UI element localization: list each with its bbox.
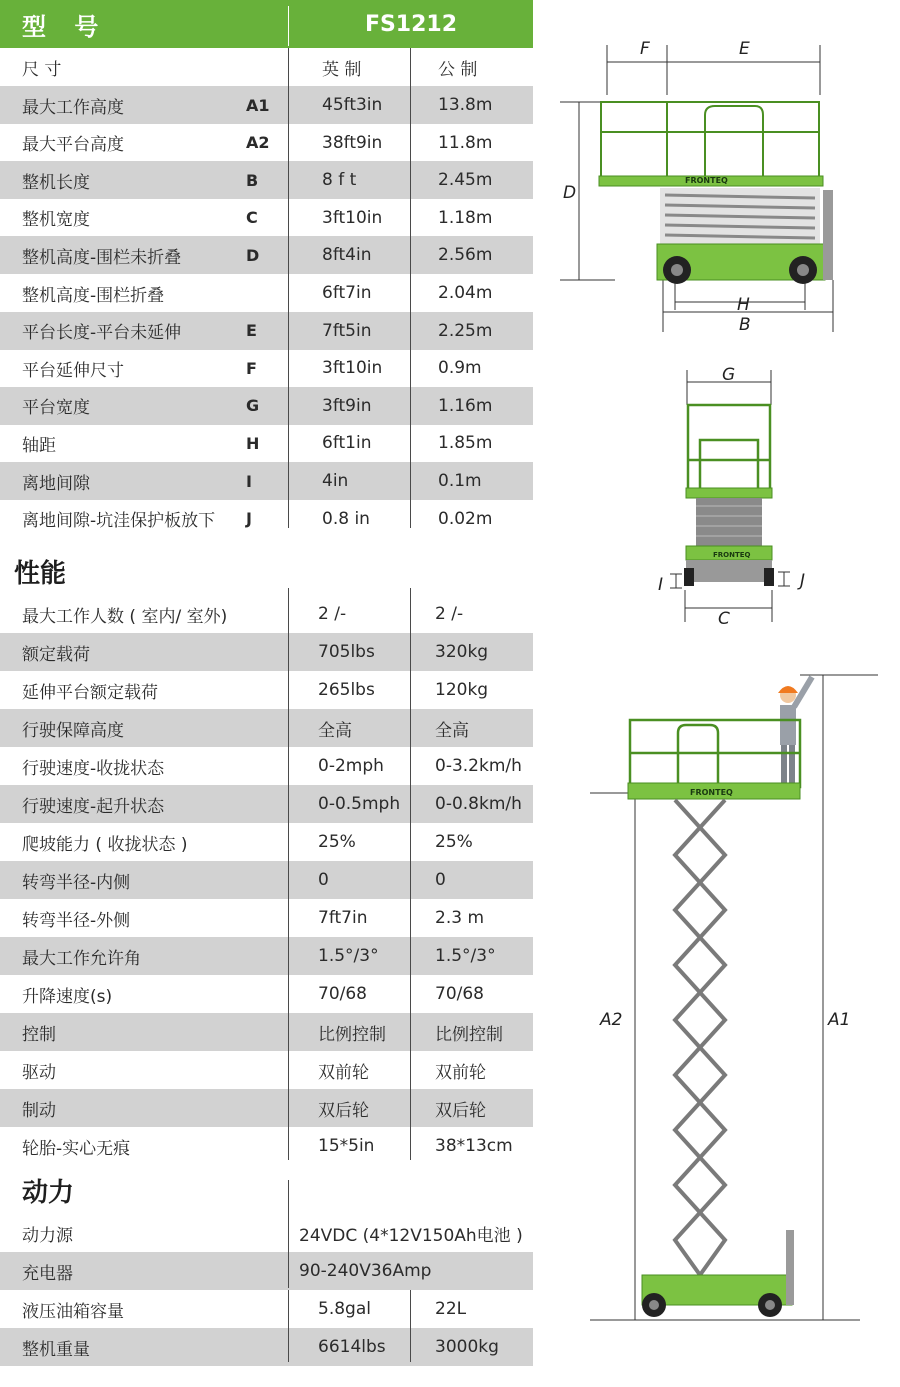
performance-name: 爬坡能力 ( 收拢状态 ) [22, 834, 188, 855]
table-row [0, 124, 533, 162]
table-row [0, 595, 533, 633]
dimension-imperial: 6ft7in [322, 283, 372, 304]
power-metric: 3000kg [435, 1337, 499, 1357]
performance-metric: 0-0.8km/h [435, 794, 522, 814]
table-row [0, 86, 533, 124]
power-metric: 22L [435, 1299, 467, 1319]
table-row [0, 1328, 533, 1366]
performance-metric: 0-3.2km/h [435, 756, 522, 776]
performance-metric: 2 /- [435, 604, 464, 624]
dimension-name: 整机高度-围栏折叠 [22, 285, 165, 306]
dimension-imperial: 3ft10in [322, 358, 383, 379]
table-row [0, 899, 533, 937]
performance-metric: 70/68 [435, 984, 484, 1004]
column-divider [410, 588, 411, 1160]
table-row [0, 1051, 533, 1089]
performance-name: 升降速度(s) [22, 986, 113, 1007]
performance-metric: 25% [435, 832, 473, 852]
performance-name: 转弯半径-外侧 [22, 910, 131, 931]
worker-figure [778, 677, 812, 785]
performance-name: 行驶速度-收拢状态 [22, 758, 165, 779]
dimension-code: G [246, 396, 260, 416]
label-D: D [563, 183, 577, 203]
power-value: 90-240V36Amp [299, 1261, 432, 1281]
table-row [0, 823, 533, 861]
dimension-metric: 0.1m [438, 471, 482, 492]
dimension-code: B [246, 170, 259, 190]
table-row [0, 161, 533, 199]
table-row [0, 424, 533, 462]
performance-imperial: 70/68 [318, 984, 367, 1004]
label-H: H [737, 295, 750, 315]
dimension-code: D [246, 245, 260, 265]
performance-imperial: 705lbs [318, 642, 375, 662]
power-name: 整机重量 [22, 1339, 90, 1360]
table-row [0, 937, 533, 975]
dimension-metric: 1.16m [438, 395, 493, 416]
table-row [0, 500, 533, 538]
dimension-code: H [246, 433, 260, 453]
dimension-imperial: 6ft1in [322, 433, 372, 454]
performance-name: 驱动 [22, 1062, 56, 1083]
dimension-code: A1 [246, 95, 270, 115]
dimension-name: 平台长度-平台未延伸 [22, 323, 182, 344]
table-row [0, 236, 533, 274]
dimension-imperial: 45ft3in [322, 95, 383, 116]
dimension-metric: 11.8m [438, 132, 493, 153]
side-view-drawing [555, 40, 845, 340]
dimension-metric: 0.9m [438, 358, 482, 379]
dimension-imperial: 3ft10in [322, 207, 383, 228]
dimension-imperial: 8ft4in [322, 245, 372, 266]
dimension-metric: 1.85m [438, 433, 493, 454]
label-E: E [739, 40, 750, 59]
performance-imperial: 265lbs [318, 680, 375, 700]
table-row [0, 709, 533, 747]
dimension-metric: 2.25m [438, 320, 493, 341]
dimension-metric: 0.02m [438, 508, 493, 529]
performance-metric: 双前轮 [435, 1062, 486, 1083]
performance-imperial: 0-0.5mph [318, 794, 401, 814]
dimension-name: 平台延伸尺寸 [22, 360, 124, 381]
dimension-imperial: 8 f t [322, 170, 357, 191]
column-metric-header: 公 制 [438, 59, 478, 80]
model-name: FS1212 [364, 11, 458, 37]
performance-imperial: 7ft7in [318, 908, 368, 928]
power-name: 充电器 [22, 1263, 73, 1284]
table-row [0, 349, 533, 387]
label-A1: A1 [828, 1010, 851, 1030]
column-divider [288, 1290, 289, 1362]
performance-metric: 比例控制 [435, 1024, 503, 1045]
performance-name: 行驶保障高度 [22, 720, 124, 741]
table-row [0, 1013, 533, 1051]
performance-name: 控制 [22, 1024, 56, 1045]
performance-imperial: 全高 [318, 720, 352, 741]
brand-label-raised: FRONTEQ [690, 788, 733, 797]
table-row [0, 387, 533, 425]
performance-imperial: 15*5in [318, 1136, 375, 1156]
front-view-drawing [650, 360, 820, 635]
table-row [0, 1252, 533, 1290]
performance-heading: 性能 [14, 559, 67, 589]
table-row [0, 1089, 533, 1127]
column-divider [288, 588, 289, 1160]
dimension-name: 整机宽度 [22, 210, 90, 231]
dimension-metric: 1.18m [438, 207, 493, 228]
table-row [0, 1290, 533, 1328]
dimension-metric: 13.8m [438, 95, 493, 116]
performance-name: 延伸平台额定载荷 [22, 682, 158, 703]
dimension-name: 整机高度-围栏未折叠 [22, 247, 182, 268]
performance-metric: 320kg [435, 642, 489, 662]
performance-name: 最大工作允许角 [22, 948, 141, 969]
dimension-code: J [246, 509, 252, 529]
table-row [0, 199, 533, 237]
column-divider [288, 48, 289, 528]
dimension-name: 最大工作高度 [22, 97, 124, 118]
dimension-code: I [246, 471, 252, 491]
label-F: F [640, 40, 650, 59]
dimension-metric: 2.04m [438, 283, 493, 304]
performance-metric: 双后轮 [435, 1100, 486, 1121]
power-imperial: 6614lbs [318, 1337, 386, 1357]
dimension-metric: 2.45m [438, 170, 493, 191]
dimension-name: 轴距 [22, 435, 56, 456]
performance-imperial: 25% [318, 832, 356, 852]
power-value: 24VDC (4*12V150Ah电池 ) [299, 1225, 523, 1246]
table-row [0, 1127, 533, 1165]
dimension-imperial: 3ft9in [322, 395, 372, 416]
dimension-name: 离地间隙-坑洼保护板放下 [22, 511, 216, 532]
dimension-imperial: 4in [322, 471, 349, 492]
performance-imperial: 比例控制 [318, 1024, 386, 1045]
table-header [0, 0, 533, 48]
performance-imperial: 0-2mph [318, 756, 384, 776]
raised-view-drawing [590, 665, 880, 1330]
performance-name: 轮胎-实心无痕 [22, 1138, 131, 1159]
power-imperial: 5.8gal [318, 1299, 371, 1319]
dimension-code: C [246, 208, 258, 228]
dimension-imperial: 38ft9in [322, 132, 383, 153]
performance-imperial: 0 [318, 870, 329, 890]
power-name: 液压油箱容量 [22, 1301, 124, 1322]
table-row [0, 633, 533, 671]
table-row [0, 671, 533, 709]
performance-imperial: 双前轮 [318, 1062, 369, 1083]
dimension-code: A2 [246, 133, 270, 153]
performance-name: 制动 [22, 1100, 56, 1121]
performance-name: 最大工作人数 ( 室内/ 室外) [22, 606, 228, 627]
table-row [0, 861, 533, 899]
column-name-header: 尺 寸 [22, 59, 62, 80]
table-row [0, 975, 533, 1013]
brand-label-front: FRONTEQ [713, 551, 751, 559]
header-title: 型 号 [22, 12, 109, 41]
label-C: C [718, 609, 730, 629]
label-J: J [800, 571, 806, 591]
table-row [0, 1214, 533, 1252]
column-divider [288, 1180, 289, 1288]
dimension-name: 最大平台高度 [22, 135, 124, 156]
performance-name: 额定载荷 [22, 644, 90, 665]
label-B: B [739, 315, 751, 335]
table-row [0, 785, 533, 823]
dimension-metric: 2.56m [438, 245, 493, 266]
brand-label-side: FRONTEQ [685, 176, 728, 185]
scissor-stack [675, 800, 725, 1275]
performance-metric: 38*13cm [435, 1136, 513, 1156]
dimension-name: 整机长度 [22, 172, 90, 193]
dimension-code: F [246, 358, 257, 378]
table-row [0, 274, 533, 312]
performance-imperial: 2 /- [318, 604, 347, 624]
performance-metric: 全高 [435, 720, 469, 741]
label-G: G [722, 365, 736, 385]
label-I: I [658, 575, 664, 595]
performance-imperial: 双后轮 [318, 1100, 369, 1121]
performance-metric: 1.5°/3° [435, 946, 496, 966]
dimension-name: 离地间隙 [22, 473, 90, 494]
column-divider [410, 48, 411, 528]
performance-name: 行驶速度-起升状态 [22, 796, 165, 817]
performance-imperial: 1.5°/3° [318, 946, 379, 966]
power-heading: 动力 [22, 1178, 75, 1208]
column-divider [410, 1290, 411, 1362]
dimension-imperial: 7ft5in [322, 320, 372, 341]
column-imperial-header: 英 制 [322, 59, 362, 80]
performance-metric: 0 [435, 870, 446, 890]
power-name: 动力源 [22, 1225, 73, 1246]
dimension-code: E [246, 321, 257, 341]
table-row [0, 48, 533, 86]
performance-metric: 2.3 m [435, 908, 484, 928]
table-row [0, 462, 533, 500]
dimension-imperial: 0.8 in [322, 508, 370, 529]
label-A2: A2 [600, 1010, 623, 1030]
performance-name: 转弯半径-内侧 [22, 872, 131, 893]
performance-metric: 120kg [435, 680, 489, 700]
table-row [0, 747, 533, 785]
dimension-name: 平台宽度 [22, 398, 90, 419]
table-row [0, 312, 533, 350]
